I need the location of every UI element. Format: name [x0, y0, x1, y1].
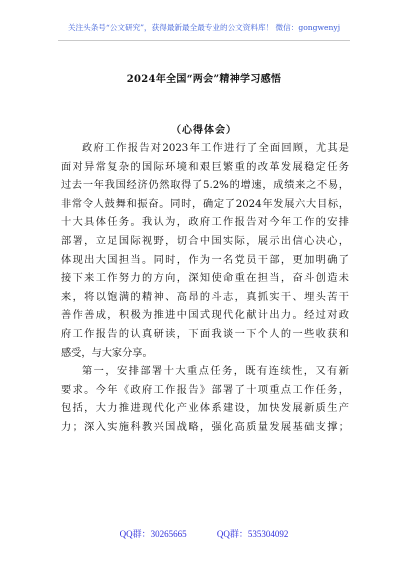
- paragraph-line: 善作善成，积极为推进中国式现代化献计出力。经过对政: [61, 310, 349, 322]
- header-divider: [58, 40, 350, 41]
- footer-qq-group-2: QQ群：535304092: [216, 529, 289, 539]
- paragraph-line: 第一，安排部署十大重点任务，既有连续性，又有新: [82, 366, 349, 378]
- header-banner: 关注头条号“公文研究”，获得最新最全最专业的公文资料库！ 微信：gongwenyj: [67, 23, 341, 32]
- paragraph-line: 力；深入实施科教兴国战略，强化高质量发展基础支撑；: [61, 421, 349, 433]
- paragraph-line: 非常令人鼓舞和振奋。同时，确定了2024年发展六大目标，: [61, 198, 349, 210]
- document-subtitle: （心得体会）: [171, 125, 237, 136]
- paragraph-line: 包括，大力推进现代化产业体系建设，加快发展新质生产: [61, 403, 349, 415]
- paragraph-line: 接下来工作努力的方向，深知使命重在担当，奋斗创造未: [61, 273, 349, 285]
- document-title: 2024年全国“两会”精神学习感悟: [126, 74, 282, 85]
- paragraph-line: 府工作报告的认真研读，下面我谈一下个人的一些收获和: [61, 328, 349, 340]
- paragraph-line: 要求。今年《政府工作报告》部署了十项重点工作任务，: [61, 384, 349, 396]
- paragraph-line: 十大具体任务。我认为，政府工作报告对今年工作的安排: [61, 217, 349, 229]
- paragraph-line: 过去一年我国经济仍然取得了5.2%的增速，成绩来之不易，: [61, 180, 349, 192]
- paragraph-line: 政府工作报告对2023年工作进行了全面回顾，尤其是: [82, 143, 349, 154]
- paragraph-line: 感受，与大家分享。: [61, 347, 153, 359]
- paragraph-line: 部署，立足国际视野，切合中国实际，展示出信心决心，: [61, 235, 349, 247]
- paragraph-line: 面对异常复杂的国际环境和艰巨繁重的改革发展稳定任务: [61, 161, 349, 173]
- footer-qq-group-1: QQ群：30265665: [119, 529, 187, 539]
- paragraph-line: 体现出大国担当。同时，作为一名党员干部，更加明确了: [61, 254, 349, 266]
- paragraph-line: 来，将以饱满的精神、高昂的斗志，真抓实干、埋头苦干: [61, 291, 349, 303]
- document-body: [61, 140, 349, 438]
- footer-contact: [0, 527, 408, 540]
